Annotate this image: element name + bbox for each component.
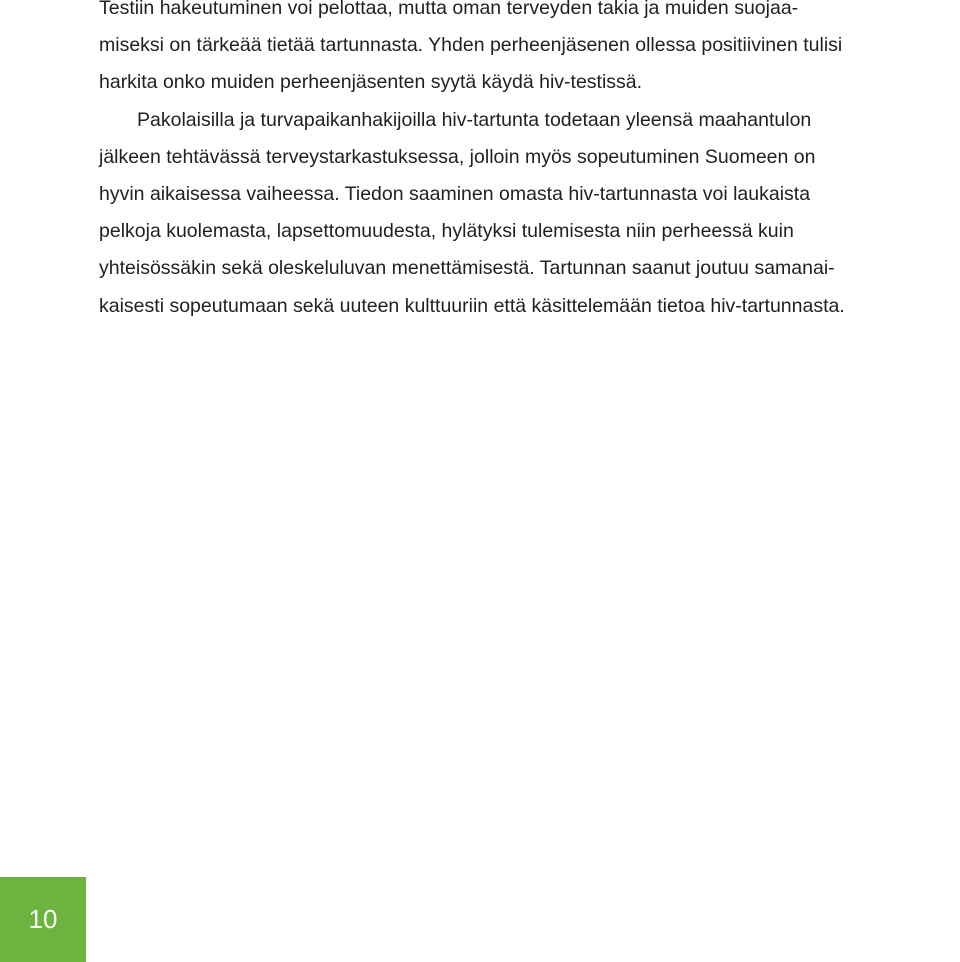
text-line: harkita onko muiden perheenjäsenten syytä käydä hiv-testissä. [99, 71, 643, 94]
text-line: hyvin aikaisessa vaiheessa. Tiedon saaminen omasta hiv-tartunnasta voi laukaista [99, 182, 811, 205]
text-line: jälkeen tehtävässä terveystarkastuksessa, jolloin myös sopeutuminen Suomeen on [99, 145, 816, 168]
text-line: pelkoja kuolemasta, lapsettomuudesta, hylätyksi tulemisesta niin perheessä kuin [99, 220, 794, 243]
page-number: 10 [28, 904, 58, 934]
paragraph-2 [99, 102, 960, 325]
text-line: yhteisössäkin sekä oleskeluluvan menettämisestä. Tartunnan saanut joutuu samanai- [99, 257, 835, 280]
paragraph-1 [99, 0, 960, 102]
text-line: miseksi on tärkeää tietää tartunnasta. Yhden perheenjäsenen ollessa positiivinen tulisi [99, 34, 843, 57]
text-line: Pakolaisilla ja turvapaikanhakijoilla hiv-tartunta todetaan yleensä maahantulon [137, 108, 812, 131]
text-line: Testiin hakeutuminen voi pelottaa, mutta oman terveyden takia ja muiden suojaa- [99, 0, 799, 19]
body-text [99, 0, 960, 325]
page-number-tab [0, 877, 86, 962]
text-line: kaisesti sopeutumaan sekä uuteen kulttuuriin että käsittelemään tietoa hiv-tartunnasta. [99, 294, 845, 317]
